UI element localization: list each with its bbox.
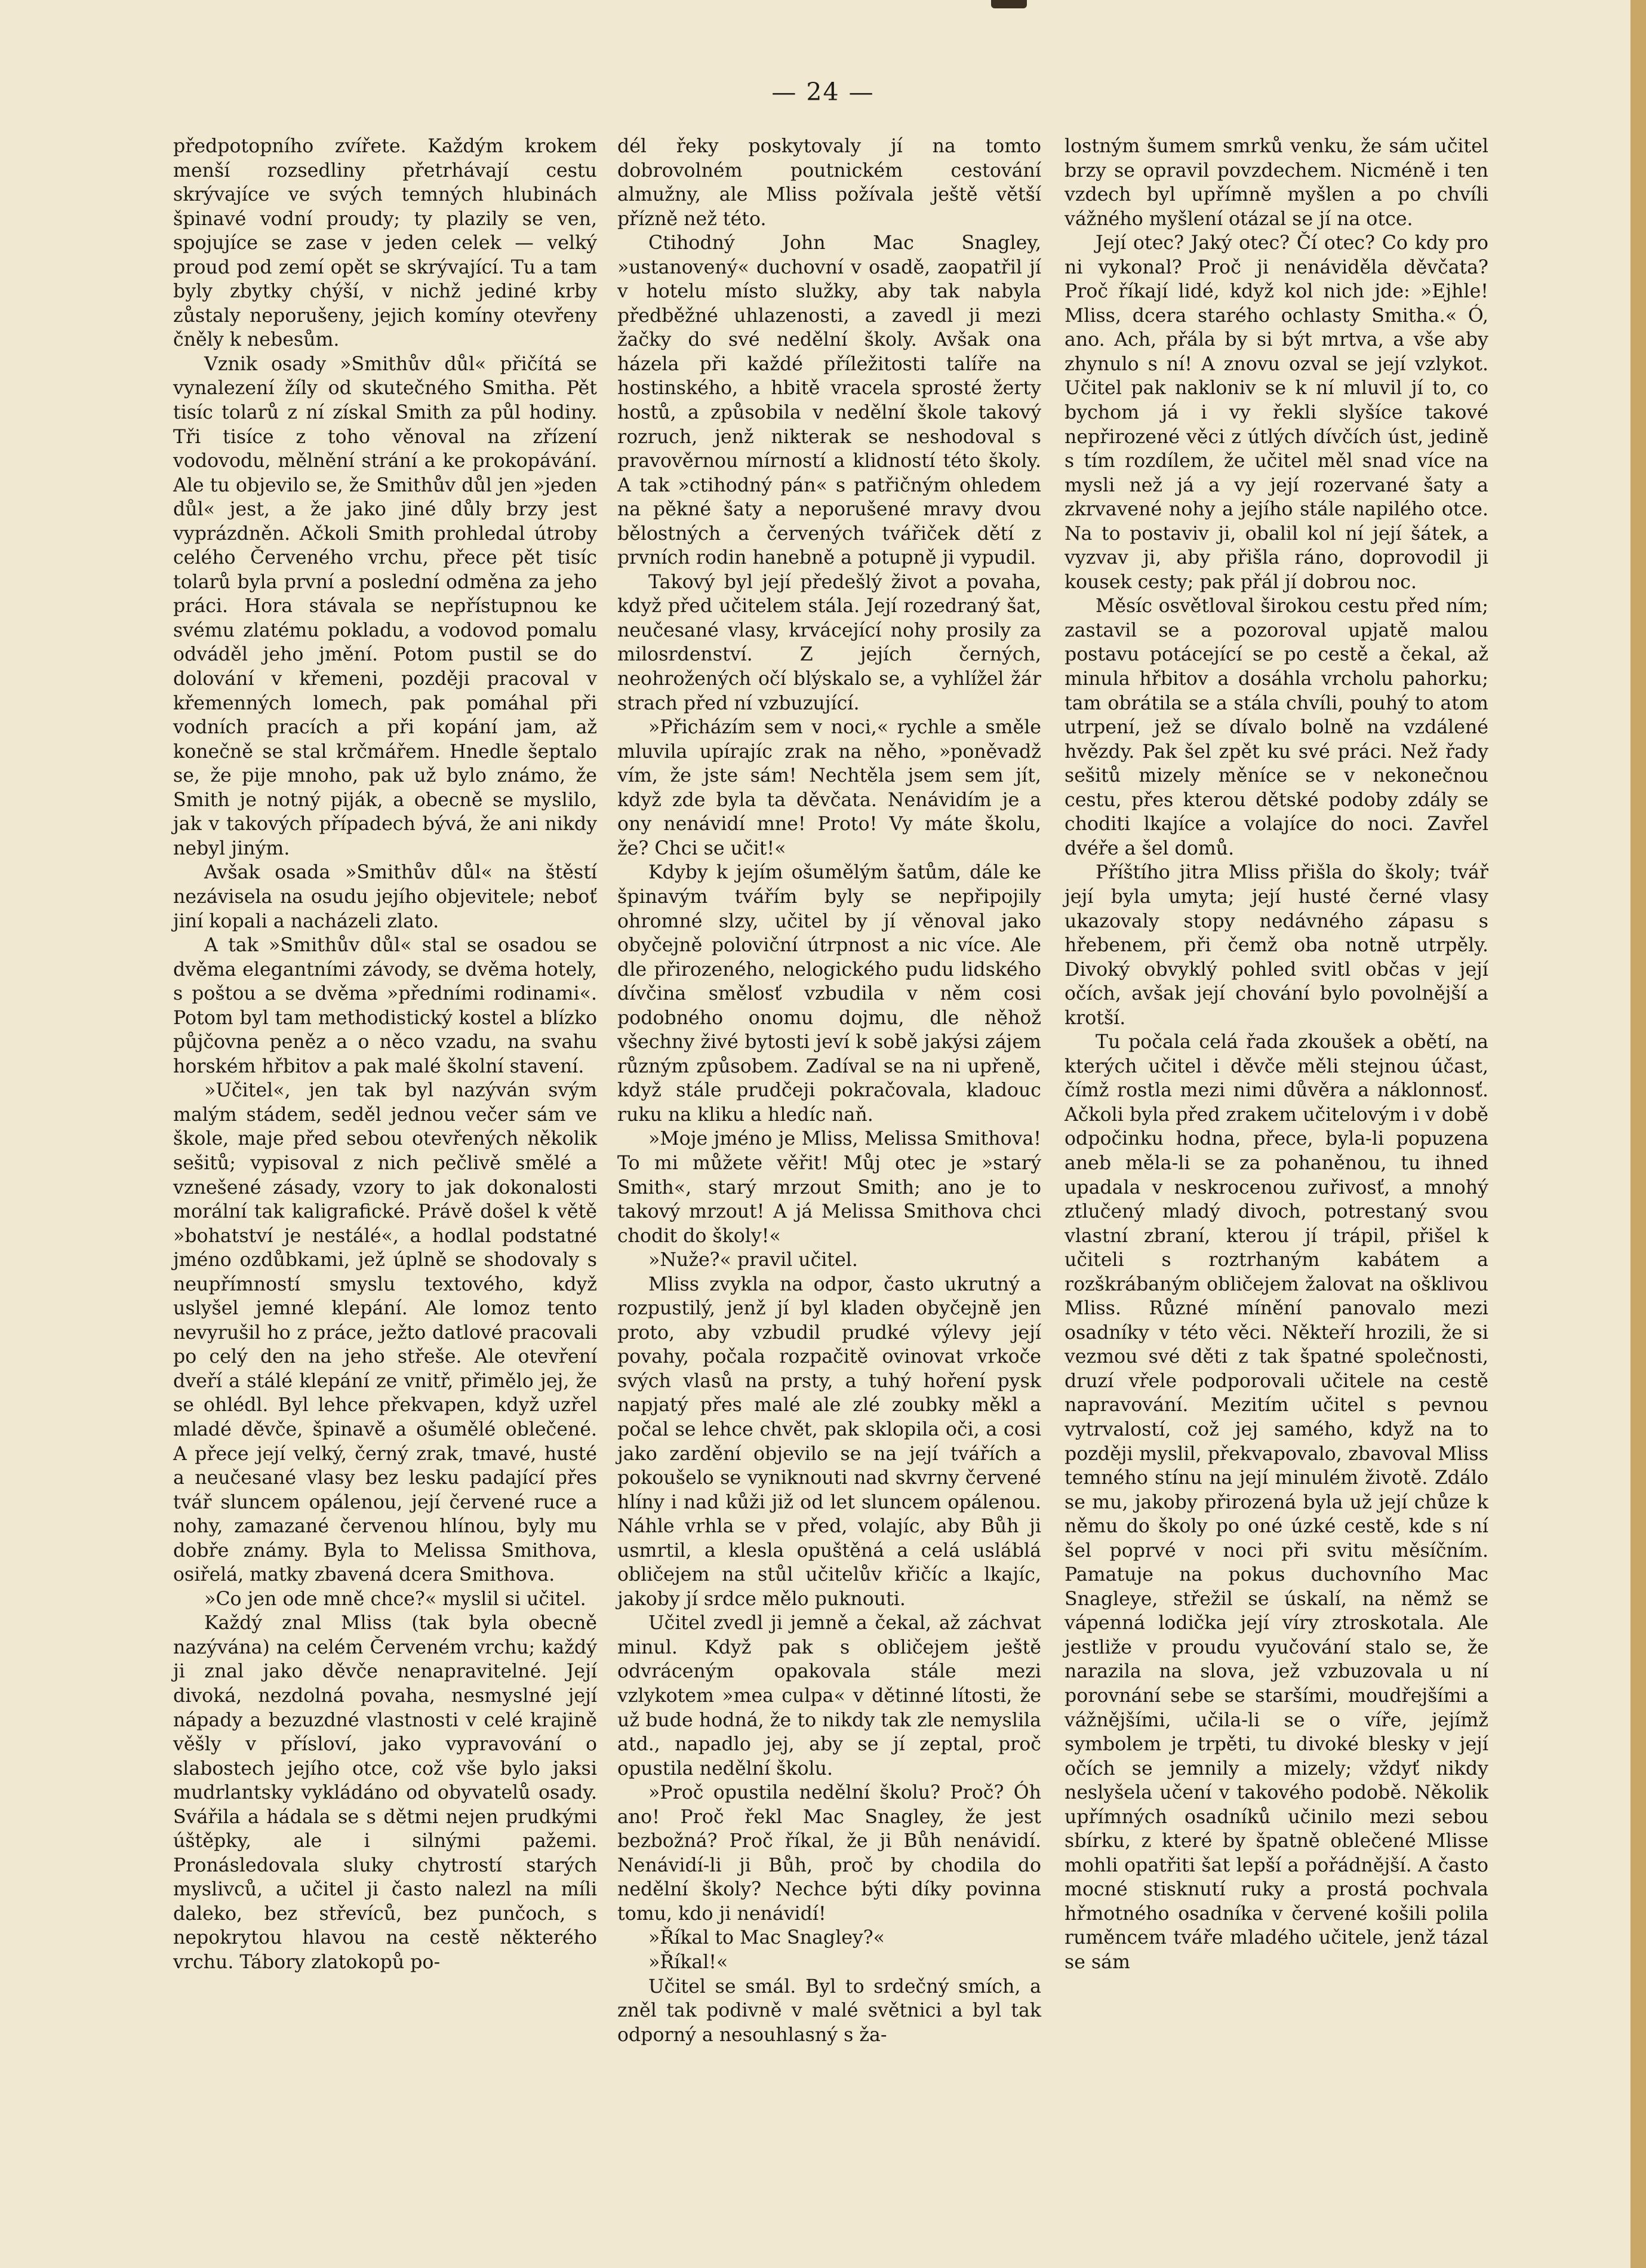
paragraph: Kdyby k jejím ošumělým šatům, dále ke špinavým tvářím byly se nepřipojily ohromné slzy, učitel by jí věnoval jako obyčejně poloviční útrpnost a nic více. Ale dle přirozeného, nelogického pudu lidského dívčina smělosť vzbudila v něm cosi podobného onomu dojmu, dle něhož všechny živé bytosti jeví k sobě jakýsi zájem různým způsobem. Zadíval se na ni upřeně, když stále prudčeji pokračovala, kladouc ruku na kliku a hledíc naň. — [617, 862, 1041, 1126]
paragraph: »Přicházím sem v noci,« rychle a směle mluvila upírajíc zrak na něho, »poněvadž vím, že jste sám! Nechtěla jsem sem jít, když zde byla ta děvčata. Nenávidím je a ony nenávidí mne! Proto! Vy máte školu, že? Chci se učit!« — [617, 717, 1041, 859]
paragraph: »Nuže?« pravil učitel. — [648, 1249, 858, 1271]
paragraph: »Říkal to Mac Snagley?« — [648, 1927, 885, 1949]
paragraph: Učitel se smál. Byl to srdečný smích, a zněl tak podivně v malé světnici a byl tak odporný a nesouhlasný s ža- — [617, 1975, 1041, 2046]
paragraph: Každý znal Mliss (tak byla obecně nazývána) na celém Červeném vrchu; každý ji znal jako děvče nenapravitelné. Její divoká, nezdolná povaha, nesmyslné její nápady a bezuzdné vlastnosti v celé krajině věšly v přísloví, jako vypravování o slabostech jejího otce, což vše bylo jaksi mudrlantsky vykládáno od obyvatelů osady. Svářila a hádala se s dětmi nejen prudkými úštěpky, ale i silnými pažemi. Pronásledovala sluky chytrostí starých myslivců, a učitel ji často nalezl na míli daleko, bez střevíců, bez punčoch, s nepokrytou hlavou na cestě některého vrchu. Tábory zlatokopů po- — [173, 1612, 597, 1974]
paragraph: »Říkal!« — [648, 1952, 728, 1974]
paragraph: Příštího jitra Mliss přišla do školy; tvář její byla umyta; její husté černé vlasy ukazovaly stopy nedávného zápasu s hřebenem, při čemž oba notně utrpěly. Divoký obvyklý pohled svitl občas v její očích, avšak její chování bylo povolnější a krotší. — [1064, 862, 1488, 1029]
paragraph: lostným šumem smrků venku, že sám učitel brzy se opravil povzdechem. Nicméně i ten vzdech byl upřímně myšlen a po chvíli vážného myšlení otázal se jí na otce. — [1064, 136, 1488, 230]
paragraph: předpotopního zvířete. Každým krokem menší rozsedliny přetrhávají cestu skrývajíce ve svých temných hlubinách špinavé vodní proudy; ty plazily se ven, spojujíce se zase v jeden celek — velký proud pod zemí opět se skrývající. Tu a tam byly zbytky chýší, v nichž jediné krby zůstaly neporušeny, jejich komíny otevřeny čněly k nebesům. — [173, 136, 597, 351]
paragraph: Takový byl její předešlý život a povaha, když před učitelem stála. Její rozedraný šat, neučesané vlasy, krvácející nohy prosily za milosrdenství. Z jejích černých, neohrožených očí blýskalo se, a vyhlížel žár strach před ní vzbuzující. — [617, 571, 1041, 714]
text-column-3 — [1064, 134, 1488, 1975]
text-column-1 — [173, 134, 597, 1975]
paragraph: »Učitel«, jen tak byl nazýván svým malým stádem, seděl jednou večer sám ve škole, maje před sebou otevřených několik sešitů; vypisoval z nich pečlivě smělé a vznešené zásady, vzory to jak dokonalosti morální tak kaligrafické. Právě došel k větě »bohatství je nestálé«, a hodlal podstatné jméno ozdůbkami, jež úplně se shodovaly s neupřímností smyslu textového, když uslyšel jemné klepání. Ale lomoz tento nevyrušil ho z práce, ježto datlové pracovali po celý den na jeho střeše. Ale otevření dveří a stálé klepání ze vnitř, přimělo jej, že se ohlédl. Byl lehce překvapen, když uzřel mladé děvče, špinavě a ošumělé oblečené. A přece její velký, černý zrak, tmavé, husté a neučesané vlasy bez lesku padající přes tvář sluncem opálenou, její červené ruce a nohy, zamazané červenou hlínou, byly mu dobře známy. Byla to Melissa Smithova, osiřelá, matky zbavená dcera Smithova. — [173, 1080, 597, 1586]
paragraph: Mliss zvykla na odpor, často ukrutný a rozpustilý, jenž jí byl kladen obyčejně jen proto, aby vzbudil prudké výlevy její povahy, počala rozpačitě ovinovat vrkoče svých vlasů na prsty, a tuhý hoření pysk napjatý přes malé ale zlé zoubky měkl a počal se lehce chvět, pak sklopila oči, a cosi jako zardění objevilo se na její tvářích a pokoušelo se vyniknouti nad skvrny červené hlíny i nad kůži již od let sluncem opálenou. Náhle vrhla se v před, volajíc, aby Bůh ji usmrtil, a klesla opuštěná a celá usláblá obličejem na stůl učitelův křičíc a lkajíc, jakoby jí srdce mělo puknouti. — [617, 1273, 1041, 1610]
paragraph: »Moje jméno je Mliss, Melissa Smithova! To mi můžete věřit! Můj otec je »starý Smith«, starý mrzout Smith; ano je to takový mrzout! A já Melissa Smithova chci chodit do školy!« — [617, 1128, 1041, 1247]
paragraph: »Co jen ode mně chce?« myslil si učitel. — [204, 1588, 586, 1610]
paragraph: Měsíc osvětloval širokou cestu před ním; zastavil se a pozoroval upjatě malou postavu potácející se po cestě a čekal, až minula hřbitov a dosáhla vrcholu pahorku; tam obrátila se a stála chvíli, pouhý to atom utrpení, jež se dívalo bolně na vzdálené hvězdy. Pak šel zpět ku své práci. Než řady sešitů mizely měníce se v nekonečnou cestu, přes kterou dětské podoby zdály se choditi lkajíce a volajíce do noci. Zavřel dvéře a šel domů. — [1064, 595, 1488, 859]
paragraph: Ctihodný John Mac Snagley, »ustanovený« duchovní v osadě, zaopatřil jí v hotelu místo služky, aby tak nabyla předběžné uhlazenosti, a zavedl ji mezi žačky do své nedělní školy. Avšak ona házela při každé příležitosti talíře na hostinského, a hbitě vracela sprosté žerty hostů, a způsobila v nedělní škole takový rozruch, jenž nikterak se neshodoval s pravověrnou mírností a klidností této školy. A tak »ctihodný pán« s patřičným ohledem na pěkné šaty a neporušené mravy dvou bělostných a červených tvářiček dětí z prvních rodin hanebně a potupně ji vypudil. — [617, 232, 1041, 569]
paragraph: dél řeky poskytovaly jí na tomto dobrovolném poutnickém cestování almužny, ale Mliss požívala ještě větší přízně než této. — [617, 136, 1041, 230]
paragraph: Vznik osady »Smithův důl« přičítá se vynalezení žíly od skutečného Smitha. Pět tisíc tolarů z ní získal Smith za půl hodiny. Tři tisíce z toho věnoval na zřízení vodovodu, mělnění strání a ke prokopávání. Ale tu objevilo se, že Smithův důl jen »jeden důl« jest, a že jako jiné důly brzy jest vyprázdněn. Ačkoli Smith prohledal útroby celého Červeného vrchu, přece pět tisíc tolarů byla první a poslední odměna za jeho práci. Hora stávala se nepřístupnou ke svému zlatému pokladu, a vodovod pomalu odváděl jeho jmění. Potom pustil se do dolování v křemeni, později pracoval v křemenných lomech, pak pomáhal při vodních pracích a při kopání jam, až konečně se stal krčmářem. Hnedle šeptalo se, že pije mnoho, pak už bylo známo, že Smith je notný piják, a obecně se myslilo, jak v takových případech bývá, že ani nikdy nebyl jiným. — [173, 353, 597, 859]
print-mark — [991, 0, 1027, 8]
paragraph: Učitel zvedl ji jemně a čekal, až záchvat minul. Když pak s obličejem ještě odvráceným opakovala stále mezi vzlykotem »mea culpa« v dětinné lítosti, že už bude hodná, že to nikdy tak zle nemyslila atd., napadlo jej, aby se jí zeptal, proč opustila nedělní školu. — [617, 1612, 1041, 1780]
paragraph: Avšak osada »Smithův důl« na štěstí nezávisela na osudu jejího objevitele; neboť jiní kopali a nacházeli zlato. — [173, 862, 597, 932]
paragraph: A tak »Smithův důl« stal se osadou se dvěma elegantními závody, se dvěma hotely, s poštou a se dvěma »předními rodinami«. Potom byl tam methodistický kostel a blízko půjčovna peněz a o něco vzadu, na svahu horském hřbitov a pak malé školní stavení. — [173, 935, 597, 1077]
page-number: — 24 — — [771, 78, 875, 106]
page-edge-binding — [1630, 0, 1646, 2268]
text-column-2 — [617, 134, 1041, 2047]
paragraph: Tu počala celá řada zkoušek a obětí, na kterých učitel i děvče měli stejnou účast, čímž rostla mezi nimi důvěra a náklonnosť. Ačkoli byla před zrakem učitelovým i v době odpočinku hodna, přece, byla-li popuzena aneb měla-li se za pohaněnou, tu ihned upadala v neskrocenou zuřivosť, a mnohý ztlučený mladý divoch, potrestaný svou vlastní zbraní, kterou jí trápil, přišel k učiteli s roztrhaným kabátem a rozškrábaným obličejem žalovat na ošklivou Mliss. Různé mínění panovalo mezi osadníky v této věci. Někteří hrozili, že si vezmou své děti z tak špatné společnosti, druzí vřele podporovali učitele na cestě napravování. Mezitím učitel s pevnou vytrvalostí, což jej samého, když na to později myslil, překvapovalo, zbavoval Mliss temného stínu na její minulém životě. Zdálo se mu, jakoby přirozená byla už její chůze k němu do školy po oné úzké cestě, kde s ní šel poprvé v noci při svitu měsíčním. Pamatuje na pokus duchovního Mac Snagleye, střežil se úskalí, na němž se vápenná lodička její víry ztroskotala. Ale jestliže v proudu vyučování stalo se, že narazila na slova, jež vzbuzovala u ní porovnání sebe se staršími, moudřejšími a vážnějšími, učila-li se o víře, jejímž symbolem je trpěti, tu divoké blesky v její očích se jemnily a mizely; vždyť nikdy neslyšela učení v takového podobě. Několik upřímných osadníků učinilo mezi sebou sbírku, z které by špatně oblečené Mlisse mohli opatřiti šat lepší a pořádnější. A často mocné stisknutí ruky a prostá pochvala hřmotného osadníka v červené košili polila ruměncem tváře mladého učitele, jenž tázal se sám — [1064, 1031, 1488, 1974]
paragraph: Její otec? Jaký otec? Čí otec? Co kdy pro ni vykonal? Proč ji nenáviděla děvčata? Proč říkají lidé, když kol nich jde: »Ejhle! Mliss, dcera starého ochlasty Smitha.« Ó, ano. Ach, přála by si být mrtva, a vše aby zhynulo s ní! A znovu ozval se její vzlykot. Učitel pak nakloniv se k ní mluvil jí to, co bychom já i vy řekli slyšíce takové nepřirozené věci z útlých dívčích úst, jedině s tím rozdílem, že učitel měl snad více na mysli než já a vy její rozervané šaty a zkrvavené nohy a jejího stále napilého otce. Na to postaviv ji, obalil kol ní její šátek, a vyzvav ji, aby přišla ráno, doprovodil ji kousek cesty; pak přál jí dobrou noc. — [1064, 232, 1488, 593]
paragraph: »Proč opustila nedělní školu? Proč? Óh ano! Proč řekl Mac Snagley, že jest bezbožná? Proč říkal, že ji Bůh nenávidí. Nenávidí-li ji Bůh, proč by chodila do nedělní školy? Nechce býti díky povinna tomu, kdo ji nenávidí! — [617, 1782, 1041, 1925]
